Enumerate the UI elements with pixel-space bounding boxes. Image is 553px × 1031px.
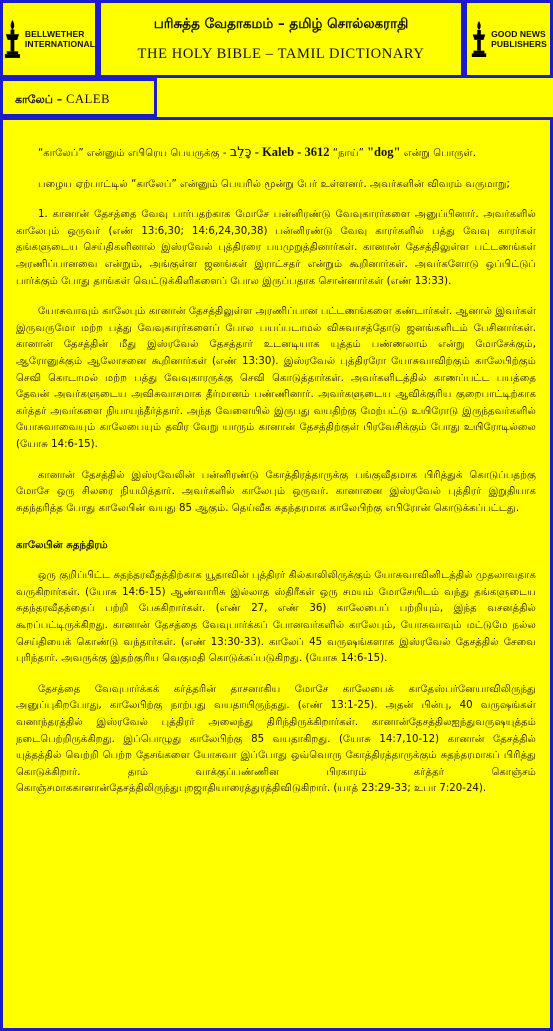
- hebrew-word: כָּלֵב: [229, 145, 252, 160]
- paragraph-joshua-caleb: யோசுவாவும் காலேபும் கானான் தேசத்திலுள்ள அரணிப்பான பட்டணங்களை கண்டார்கள். ஆனால் இவர்கள் இருவருமோ மற்ற பத்து வேவுகாரர்களைப் போல பயப்படாமல் விசுவாசத்தோடு ஜனங்களிடம் பேசினார்கள். கானான் தேசத்தின் மீது இஸ்ரவேல் தேசத்தார் உடனடியாக யுத்தம் பண்ணலாம் என்று மோசேக்கும், ஆரோனுக்கும் ஆலோசனை கூறினார்கள் (எண் 13:30). இஸ்ரவேல் புத்திரரோ யோசுவாவிற்கும் காலேபிற்கும் செவி கொடாமல் மற்ற பத்து வேவுகாரருக்கு செவி கொடுத்தார்கள். அவர்களிடத்தில் காணப்பட்ட பயத்தை தேவன் அவர்களுடைய அவிசுவாசமாக தீர்மானம் பண்ணினார். அவர்களுடைய ஆவிக்குரிய குறைபாட்டிற்காக கர்த்தர் அவர்களை நியாயந்தீர்த்தார். அந்த வேளையில் இருபது வயதிற்கு மேற்பட்டு உயிரோடு இருந்தவர்களில் யோசுவாவையும் காலேபையும் தவிர வேறு யாரும் கானான் தேசத்திற்குள் பிரவேசிக்கும் போது உயிரோடில்லை (யோசு 14:6-15).: [16, 306, 537, 450]
- meaning-end: என்று பொருள்.: [403, 148, 476, 159]
- meaning-intro: “காலேப்” என்னும் எபிரெய பெயருக்கு -: [38, 148, 227, 159]
- lamp-icon: [470, 19, 488, 59]
- lamp-icon: [3, 18, 22, 60]
- bellwether-logo-line1: BELLWETHER: [24, 28, 85, 39]
- header-title-tamil: பரிசுத்த வேதாகமம் – தமிழ் சொல்லகராதி: [153, 16, 409, 32]
- good-news-logo: [464, 0, 553, 78]
- entry-content: [0, 117, 553, 1031]
- strongs-reference: - Kaleb - 3612: [254, 145, 330, 159]
- paragraph-meaning: [16, 144, 536, 163]
- header-title-english: THE HOLY BIBLE – TAMIL DICTIONARY: [137, 46, 425, 62]
- meaning-english: "dog": [367, 145, 401, 159]
- paragraph-spies: 1. கானான் தேசத்தை வேவு பார்பதற்காக மோசே பன்னிரண்டு வேவுகாரர்களை அனுப்பினார். அவர்களில் காலேபும் ஒருவர் (எண் 13:6,30; 14:6,24,30,38) பன்னிரண்டு வேவு காரர்களில் பத்து வேவு காரர்கள் தங்களுடைய செய்திகளினால் இஸ்ரவேல் புத்திரரை பயமுறுத்தினார்கள். கானான் தேசத்திலுள்ள பட்டணங்கள் அரணிப்பானவை என்றும், அங்குள்ள ஜனங்கள் இராட்சதர் என்றும் கூறினார்கள். அவர்களோடு ஒப்பிட்டுப் பார்க்கும் போது தாங்கள் வெட்டுக்கிளிகளைப் போல இருப்பதாக சொன்னார்கள் (எண் 13:33).: [16, 209, 536, 287]
- entry-title: [15, 92, 110, 108]
- paragraph-calebs-inheritance: ஒரு குறிப்பிட்ட சுதந்தரவீதத்திற்காக யூதாவின் புத்திரர் கில்காலிலிருக்கும் யோசுவாவினிடத்தில் முதலாவதாக வருகிறார்கள். (யோசு 14:6-15) ஆண்வாரிசு இல்லாத ஸ்திரீகள் ஒரு சமயம் மோசேயிடம் வந்து தங்களுடைய சுதந்தரவீதத்தைப் பற்றி பேசுகிறார்கள். (எண் 27, எண் 36) காலேபைப் பற்றியும், இந்த வசனத்தில் கூறப்பட்டிருக்கிறது. கானான் தேசத்தை வேவுபார்க்கப் போனவர்களில் காலேபும், யோசுவாவும் மட்டுமே நல்ல செய்தியைக் கொண்டு வந்தார்கள். (எண் 13:30-33). காலேப் 45 வருஷங்களாக இஸ்ரவேல் தேசத்தில் சேவை புரிந்தார். அவருக்கு இதற்குரிய வெகுமதி கொடுக்கப்படுகிறது. (யோசு 14:6-15).: [16, 570, 536, 665]
- meaning-tamil: “நாய்”: [332, 148, 364, 159]
- entry-title-english: CALEB: [66, 92, 111, 106]
- paragraph-calebs-age: தேசத்தை வேவுபார்க்கக் கர்த்தரின் தாசனாகிய மோசே காலேபைக் காதேஸ்பர்னேயாவிலிருந்து அனுப்புகிறபோது, காலேபிற்கு நாற்பது வயதாயிருந்தது. (எண் 13:1-25). அதன் பின்பு, 40 வருஷங்கள் வனாந்தரத்தில் இஸ்ரவேல் புத்திரர் அலைந்து திரிந்திருக்கிறார்கள். கானான்தேசத்திலஐந்துவருஷயுத்தம் நடைபெற்றிருக்கிறது. இப்பொழுது காலேபிற்கு 85 வயதாகிறது. (யோசு 14:7,10-12) கானான் தேசத்தில் யுத்தத்தில் வெற்றி பெற்ற தேசங்களை யோசுவா இப்போது ஒவ்வொரு கோத்திரத்தாருக்கும் சுதந்தரமாகப் பிரித்து கொடுக்கிறார். தாம் வாக்குப்பண்ணின பிரகாரம் கர்த்தர் கொஞ்சம் கொஞ்சமாககானான்தேசத்திலிருந்துபுறஜாதியாரைத்துரத்திவிடுகிறார். (யாத் 23:29-33; உபா 7:20-24).: [16, 683, 536, 795]
- bellwether-logo-line2: INTERNATIONAL: [24, 39, 95, 49]
- entry-title-separator: –: [56, 93, 63, 106]
- good-news-logo-line2: PUBLISHERS: [491, 39, 547, 49]
- entry-title-tamil: காலேப்: [15, 93, 53, 106]
- good-news-logo-line1: GOOD NEWS: [491, 28, 546, 39]
- paragraph-inheritance: கானான் தேசத்தில் இஸ்ரவேலின் பன்னிரண்டு கோத்திரத்தாருக்கு பங்குவீதமாக பிரித்துக் கொடுப்பதற்கு மோசே ஒரு சிலரை நியமித்தார். அவர்களில் காலேபும் ஒருவர். கானானை இஸ்ரவேல் புத்திரர் இறுதியாக சுதந்தரித்த போது காலேபின் வயது 85 ஆகும். தெய்வீக சுதந்தரமாக காலேபிற்கு எபிரோன் கொடுக்கப்பட்டது.: [16, 469, 536, 514]
- bellwether-logo: [0, 0, 98, 78]
- header-banner: [98, 0, 464, 78]
- entry-title-box: [0, 78, 157, 117]
- paragraph-intro: பழைய ஏற்பாட்டில் “காலேப்” என்னும் பெயரில் மூன்று பேர் உள்ளனர். அவர்களின் விவரம் வருமாறு;: [38, 178, 510, 190]
- section-heading: காலேபின் சுதந்திரம்: [16, 540, 108, 552]
